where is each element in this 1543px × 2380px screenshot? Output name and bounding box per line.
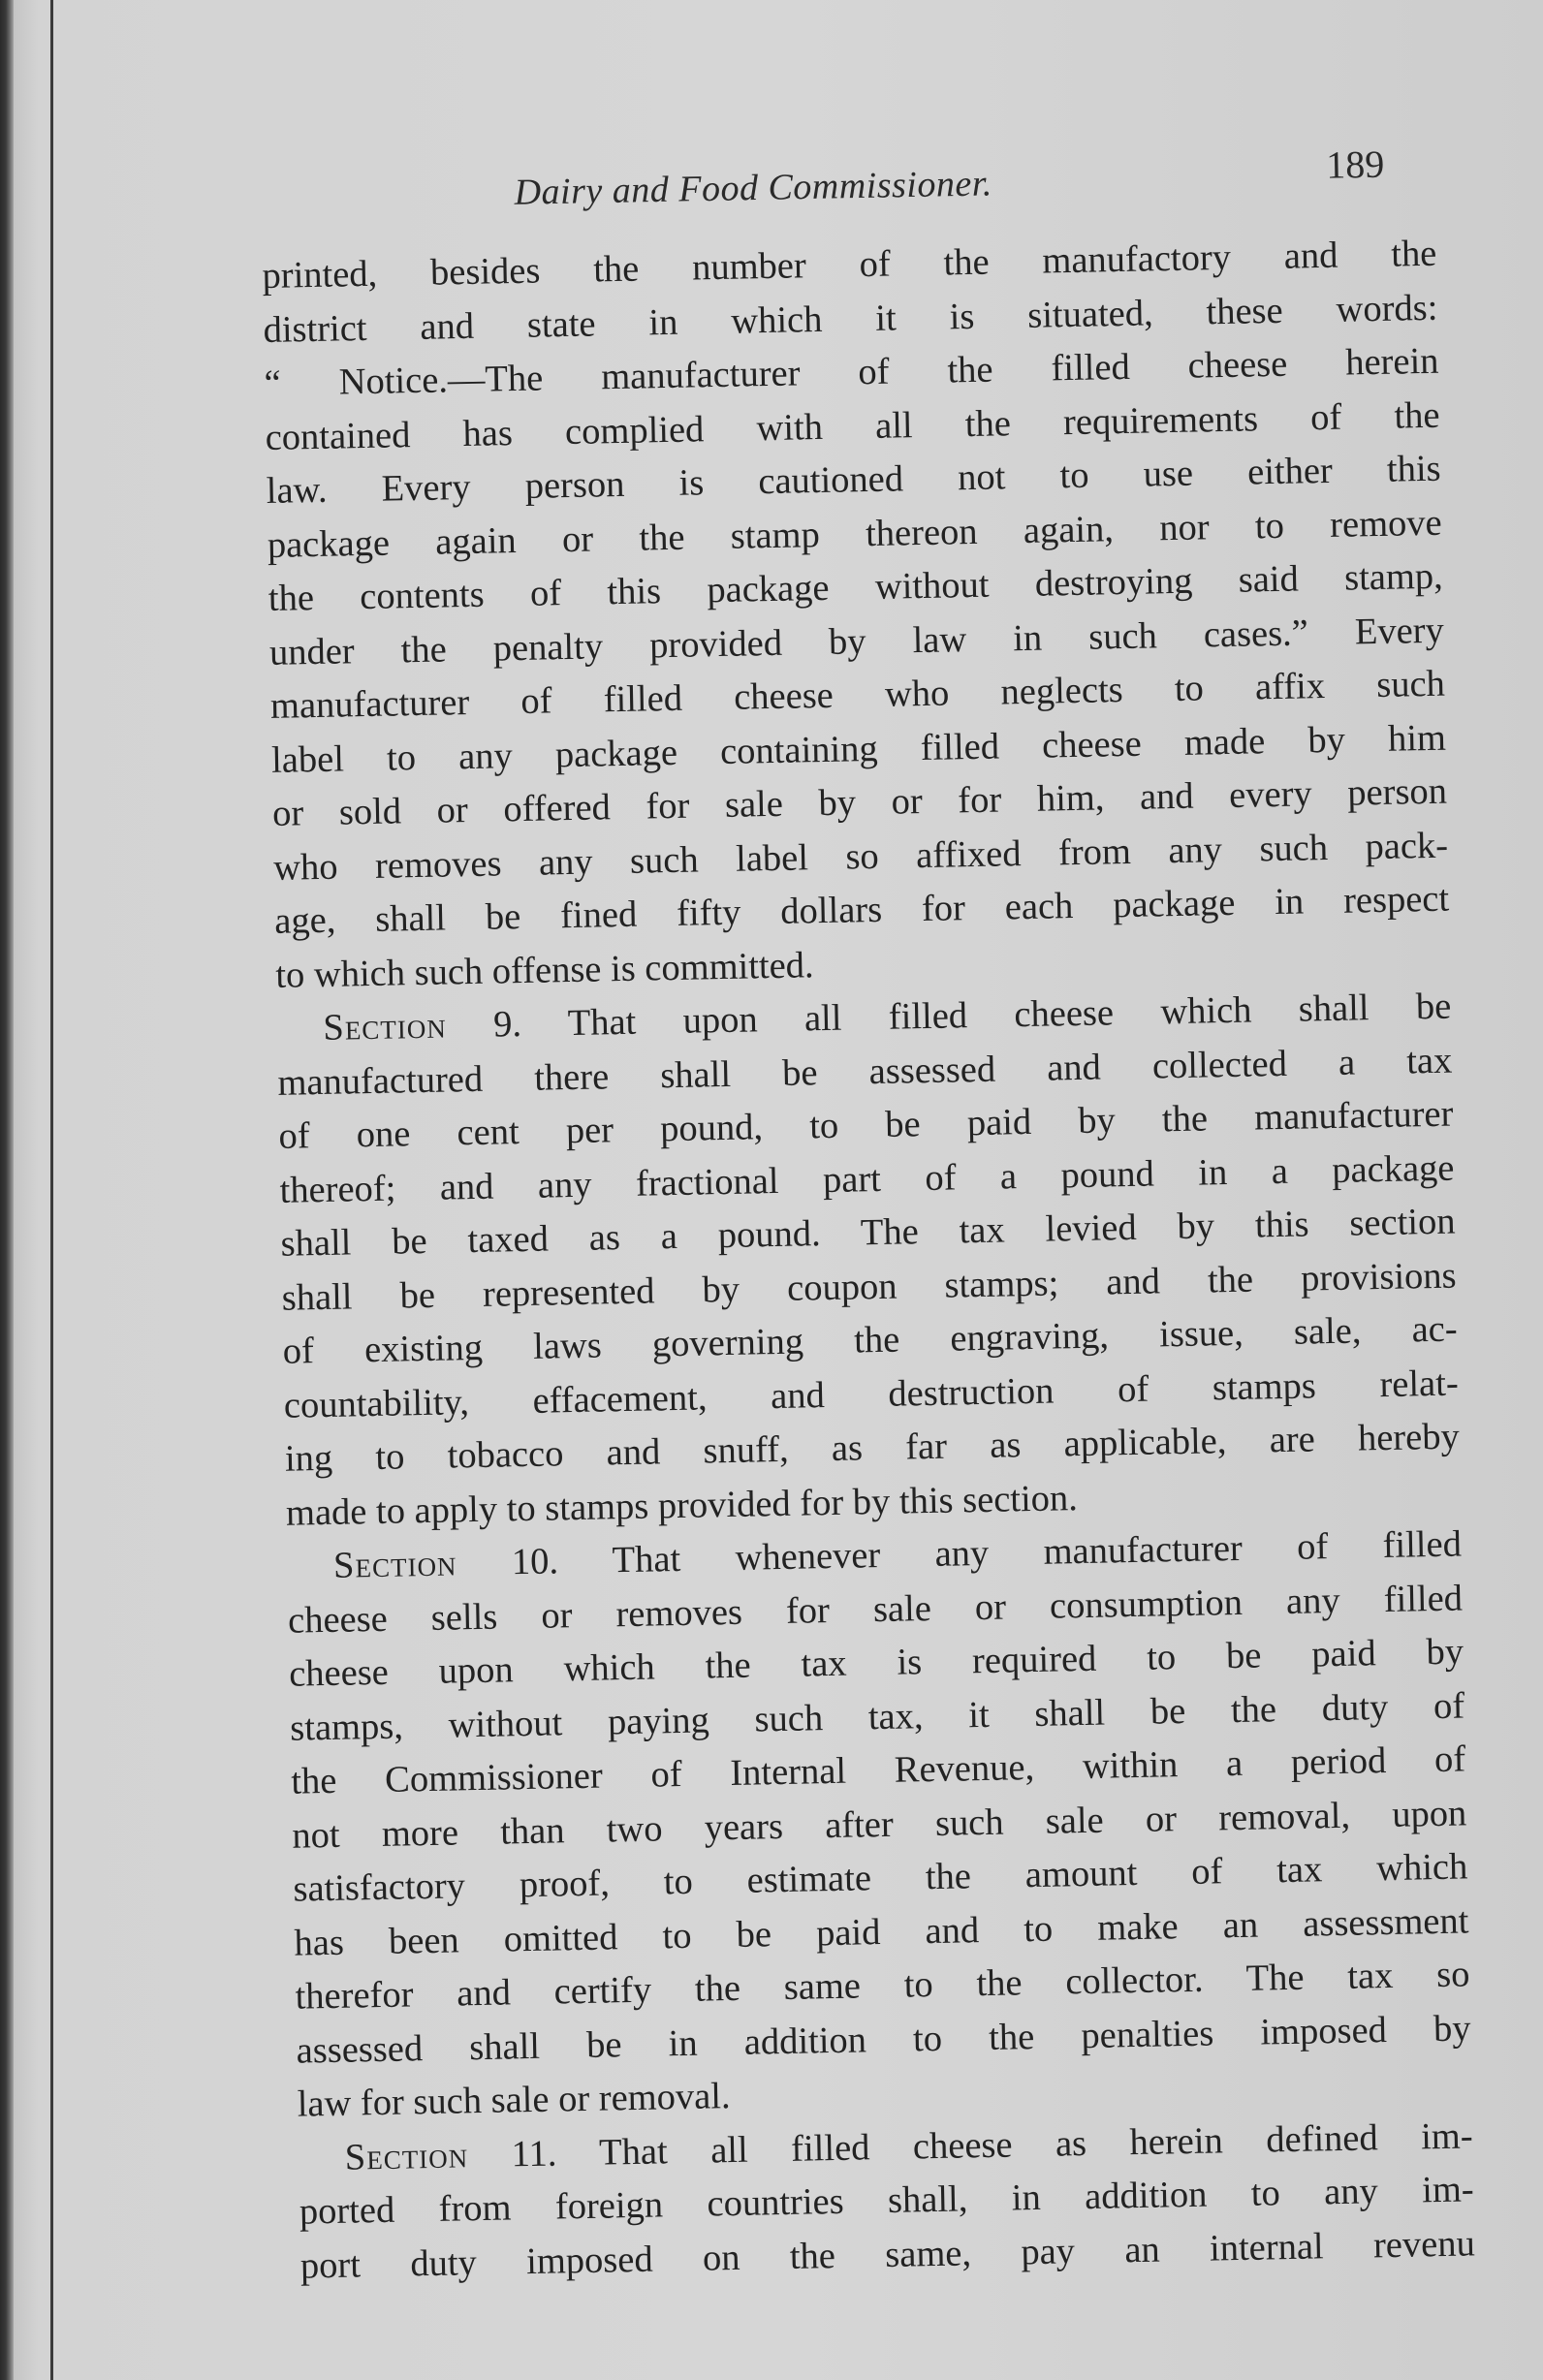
text-line: printed, besides the number of the manufactory and the [262,233,1437,297]
text-line: or sold or offered for sale by or for him, and every person [271,770,1448,834]
text-line: thereof; and any fractional part of a pound in a package [279,1147,1455,1211]
section-label: Section [344,2134,469,2178]
page-header [252,141,1416,231]
text-line: ported from foreign countries shall, in addition to any im- [299,2169,1475,2233]
text-line: age, shall be fined fifty dollars for each package in respect [273,878,1450,942]
book-spine-shadow [0,0,14,2380]
text-line: label to any package containing filled cheese made by him [270,717,1447,781]
text-line: cheese sells or removes for sale or consumption any filled [287,1577,1464,1642]
text-line: “ Notice.—The manufacturer of the filled cheese herein [264,340,1439,404]
section-label: Section [323,1005,448,1049]
text-line: law for such sale or removal. [297,2076,731,2125]
text-line: stamps, without paying such tax, it shall be the duty of [289,1684,1465,1749]
page-number: 189 [1325,141,1385,187]
text-line: therefor and certify the same to the collector. The tax so [295,1954,1470,2018]
text-line: cheese upon which the tax is required to be paid by [288,1631,1464,1695]
text-line: has been omitted to be paid and to make an assessment [294,1899,1469,1964]
text-line: district and state in which it is situated, these words: [263,287,1438,351]
body-text [262,228,1475,2294]
text-line: assessed shall be in addition to the penalties imposed by [296,2007,1471,2072]
gutter-edge-line [50,0,53,2380]
text-line: law. Every person is cautioned not to use either this [266,448,1441,512]
text-line: countability, effacement, and destruction of stamps relat- [283,1362,1460,1426]
text-line: port duty imposed on the same, pay an internal revenu [299,2222,1476,2287]
text-line: package again or the stamp thereon again, nor to remove [267,502,1443,566]
running-title: Dairy and Food Commissioner. [514,163,993,213]
text-line: under the penalty provided by law in such cases.” Every [268,610,1445,673]
text-line: not more than two years after such sale or removal, upon [292,1792,1467,1857]
text-line: shall be taxed as a pound. The tax levied by this section [280,1201,1456,1265]
section-label: Section [332,1543,457,1586]
text-line: ing to tobacco and snuff, as far as applicable, are hereby [284,1416,1461,1480]
text-line: to which such offense is committed. [274,944,814,996]
text-line: the contents of this package without destroying said stamp, [268,555,1444,619]
text-line: shall be represented by coupon stamps; and the provisions [281,1255,1457,1319]
text-line: satisfactory proof, to estimate the amount of tax which [293,1846,1468,1910]
text-line: who removes any such label so affixed from any such pack- [272,825,1449,889]
section-9-heading-line: Section 9. That upon all filled cheese which shall be [323,986,1452,1049]
text-line: manufactured there shall be assessed and collected a tax [277,1040,1453,1104]
text-line: contained has complied with all the requirements of the [265,394,1440,458]
text-line: manufacturer of filled cheese who neglects to affix such [269,663,1446,727]
section-11-heading-line: Section 11. That all filled cheese as herein defined im- [344,2114,1473,2178]
text-line: made to apply to stamps provided for by this section. [285,1477,1079,1534]
section-10-heading-line: Section 10. That whenever any manufacturer of filled [332,1523,1463,1586]
text-line: of existing laws governing the engraving, issue, sale, ac- [282,1308,1459,1372]
text-line: of one cent per pound, to be paid by the manufacturer [278,1093,1454,1157]
text-line: the Commissioner of Internal Revenue, within a period of [290,1738,1466,1802]
